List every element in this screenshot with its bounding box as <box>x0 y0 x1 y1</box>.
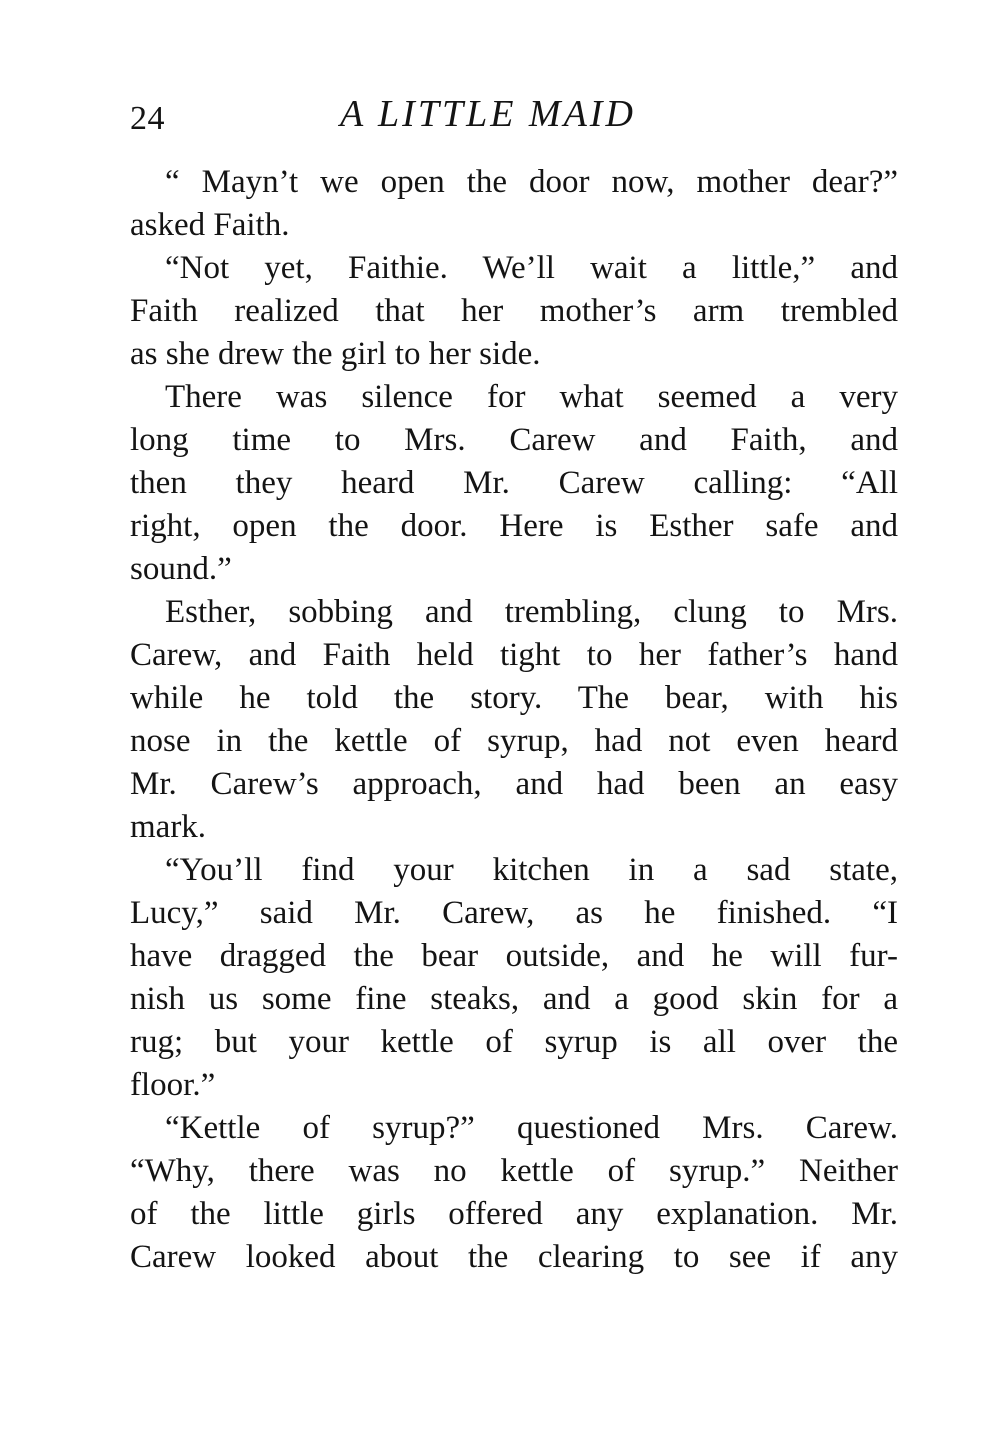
text-line: Esther, sobbing and trembling, clung to Mrs. <box>165 594 898 630</box>
text-line: There was silence for what seemed a very <box>165 379 898 415</box>
text-line: while he told the story. The bear, with his <box>130 680 898 716</box>
text-line: “Not yet, Faithie. We’ll wait a little,” and <box>165 250 898 286</box>
text-line: nose in the kettle of syrup, had not even heard <box>130 723 898 759</box>
running-title: A LITTLE MAID <box>340 93 636 135</box>
text-line: of the little girls offered any explanation. Mr. <box>130 1196 898 1232</box>
text-line: long time to Mrs. Carew and Faith, and <box>130 422 898 458</box>
text-line: “You’ll find your kitchen in a sad state, <box>165 852 898 888</box>
text-line: mark. <box>130 809 207 845</box>
text-line: Carew looked about the clearing to see if any <box>130 1239 898 1275</box>
text-line: nish us some fine steaks, and a good skin for a <box>130 981 898 1017</box>
text-line: rug; but your kettle of syrup is all over the <box>130 1024 898 1060</box>
text-line: asked Faith. <box>130 207 290 243</box>
page-number: 24 <box>130 100 165 137</box>
body-text <box>130 161 898 1279</box>
text-line: right, open the door. Here is Esther safe and <box>130 508 898 544</box>
text-line: as she drew the girl to her side. <box>130 336 541 372</box>
text-line: have dragged the bear outside, and he will fur- <box>130 938 898 974</box>
text-line: Mr. Carew’s approach, and had been an easy <box>130 766 898 802</box>
text-line: then they heard Mr. Carew calling: “All <box>130 465 898 501</box>
text-line: floor.” <box>130 1067 216 1103</box>
text-line: sound.” <box>130 551 232 587</box>
text-line: Carew, and Faith held tight to her father’s hand <box>130 637 898 673</box>
text-line: “Why, there was no kettle of syrup.” Neither <box>130 1153 898 1189</box>
text-line: Lucy,” said Mr. Carew, as he finished. “I <box>130 895 898 931</box>
running-header <box>130 90 900 150</box>
text-line: “Kettle of syrup?” questioned Mrs. Carew. <box>165 1110 898 1146</box>
text-line: “ Mayn’t we open the door now, mother dear?” <box>165 164 898 200</box>
text-line: Faith realized that her mother’s arm trembled <box>130 293 898 329</box>
